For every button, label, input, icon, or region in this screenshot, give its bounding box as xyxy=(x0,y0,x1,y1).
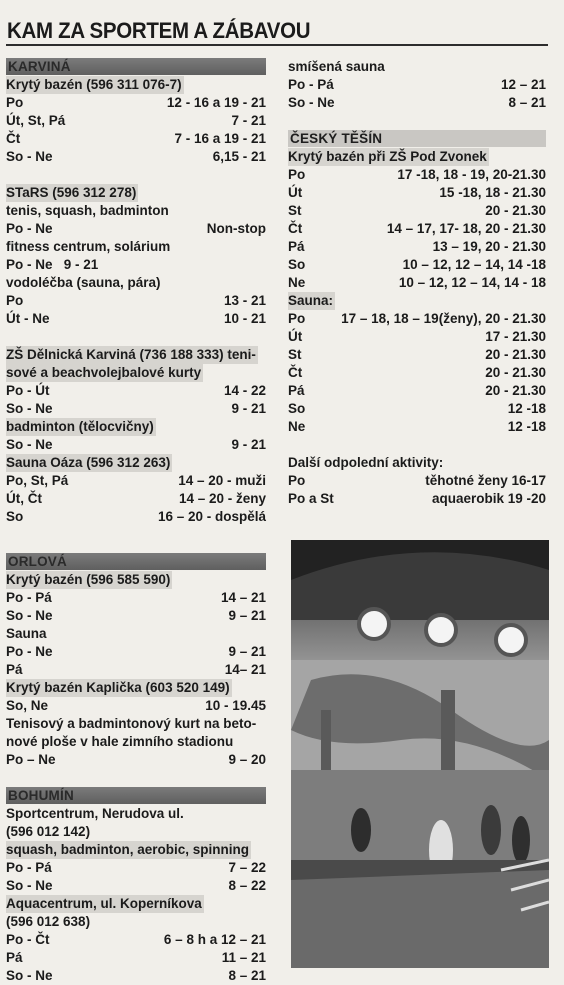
schedule-row: Po, St, Pá 14 – 20 - muži xyxy=(6,473,266,488)
venue-name: Sauna Oáza (596 312 263) xyxy=(6,455,171,470)
schedule-row: Čt 7 - 16 a 19 - 21 xyxy=(6,131,266,146)
activity-label: tenis, squash, badminton xyxy=(6,203,169,218)
schedule-row: Út 15 -18, 18 - 21.30 xyxy=(288,185,546,200)
activity-label: Tenisový a badmintonový kurt na beto- xyxy=(6,716,257,731)
schedule-row: Po - Čt 6 – 8 h a 12 – 21 xyxy=(6,932,266,947)
schedule-row: Po - Ne 9 – 21 xyxy=(6,644,266,659)
schedule-row: So - Ne 9 - 21 xyxy=(6,437,266,452)
activity-label: Další odpolední aktivity: xyxy=(288,455,444,470)
schedule-row: Po těhotné ženy 16-17 xyxy=(288,473,546,488)
activity-label-cont: nové ploše v hale zimního stadionu xyxy=(6,734,234,749)
schedule-row: So, Ne 10 - 19.45 xyxy=(6,698,266,713)
schedule-row: So - Ne 8 – 22 xyxy=(6,878,266,893)
activity-label: fitness centrum, solárium xyxy=(6,239,171,254)
section-header-bohumin: BOHUMÍN xyxy=(6,787,266,804)
schedule-row: Čt 20 - 21.30 xyxy=(288,365,546,380)
schedule-row: So - Ne 8 – 21 xyxy=(288,95,546,110)
activity-label: badminton (tělocvičny) xyxy=(6,419,154,434)
page-title: KAM ZA SPORTEM A ZÁBAVOU xyxy=(7,18,311,43)
venue-name: Krytý bazén (596 585 590) xyxy=(6,572,171,587)
schedule-row: Pá 20 - 21.30 xyxy=(288,383,546,398)
right-column xyxy=(288,58,546,508)
venue-name: Krytý bazén (596 311 076-7) xyxy=(6,77,182,92)
left-column xyxy=(6,58,266,985)
activity-label: Sauna xyxy=(6,626,47,641)
venue-name: Krytý bazén při ZŠ Pod Zvonek xyxy=(288,149,487,164)
swimming-pool-photo xyxy=(291,540,549,968)
schedule-row: St 20 - 21.30 xyxy=(288,347,546,362)
section-header-orlova: ORLOVÁ xyxy=(6,553,266,570)
schedule-row: Út, St, Pá 7 - 21 xyxy=(6,113,266,128)
schedule-row: Út - Ne 10 - 21 xyxy=(6,311,266,326)
schedule-row: Pá 13 – 19, 20 - 21.30 xyxy=(288,239,546,254)
venue-name-cont: sové a beachvolejbalové kurty xyxy=(6,365,202,380)
venue-name: Sportcentrum, Nerudova ul. xyxy=(6,806,184,821)
schedule-row: Út, Čt 14 – 20 - ženy xyxy=(6,491,266,506)
schedule-row: So - Ne 6,15 - 21 xyxy=(6,149,266,164)
schedule-row: So - Ne 8 – 21 xyxy=(6,968,266,983)
schedule-row: Po 12 - 16 a 19 - 21 xyxy=(6,95,266,110)
venue-name: STaRS (596 312 278) xyxy=(6,185,137,200)
schedule-row: Po 13 - 21 xyxy=(6,293,266,308)
activity-label: smíšená sauna xyxy=(288,59,385,74)
schedule-row: Pá 11 – 21 xyxy=(6,950,266,965)
schedule-row: So 12 -18 xyxy=(288,401,546,416)
schedule-row: Po - Pá 12 – 21 xyxy=(288,77,546,92)
schedule-row: Po - Út 14 - 22 xyxy=(6,383,266,398)
schedule-row: Po – Ne 9 – 20 xyxy=(6,752,266,767)
venue-name: Aquacentrum, ul. Koperníkova xyxy=(6,896,202,911)
activity-label: vodoléčba (sauna, pára) xyxy=(6,275,161,290)
schedule-row: St 20 - 21.30 xyxy=(288,203,546,218)
schedule-row: Út 17 - 21.30 xyxy=(288,329,546,344)
schedule-row: So 10 – 12, 12 – 14, 14 -18 xyxy=(288,257,546,272)
schedule-row: Pá 14– 21 xyxy=(6,662,266,677)
schedule-row: Ne 10 – 12, 12 – 14, 14 - 18 xyxy=(288,275,546,290)
schedule-row: Po a St aquaerobik 19 -20 xyxy=(288,491,546,506)
schedule-row: So - Ne 9 - 21 xyxy=(6,401,266,416)
title-rule xyxy=(6,44,548,46)
schedule-row: So 16 – 20 - dospělá xyxy=(6,509,266,524)
section-header-cesky-tesin: ČESKÝ TĚŠÍN xyxy=(288,130,546,147)
venue-name: ZŠ Dělnická Karviná (736 188 333) teni- xyxy=(6,347,256,362)
activity-label: Sauna: xyxy=(288,293,334,308)
venue-name: Krytý bazén Kaplička (603 520 149) xyxy=(6,680,230,695)
schedule-row: Po - Pá 14 – 21 xyxy=(6,590,266,605)
venue-phone: (596 012 638) xyxy=(6,914,91,929)
schedule-row: Po - Ne Non-stop xyxy=(6,221,266,236)
schedule-row: So - Ne 9 – 21 xyxy=(6,608,266,623)
schedule-row: Ne 12 -18 xyxy=(288,419,546,434)
pool-photo-drawing xyxy=(291,540,549,968)
section-header-karvina: KARVINÁ xyxy=(6,58,266,75)
venue-phone: (596 012 142) xyxy=(6,824,91,839)
schedule-row: Po 17 -18, 18 - 19, 20-21.30 xyxy=(288,167,546,182)
schedule-row: Po - Pá 7 – 22 xyxy=(6,860,266,875)
schedule-row: Po 17 – 18, 18 – 19(ženy), 20 - 21.30 xyxy=(288,311,546,326)
activity-label: squash, badminton, aerobic, spinning xyxy=(6,842,250,857)
schedule-row: Čt 14 – 17, 17- 18, 20 - 21.30 xyxy=(288,221,546,236)
schedule-row: Po - Ne 9 - 21 xyxy=(6,257,99,272)
